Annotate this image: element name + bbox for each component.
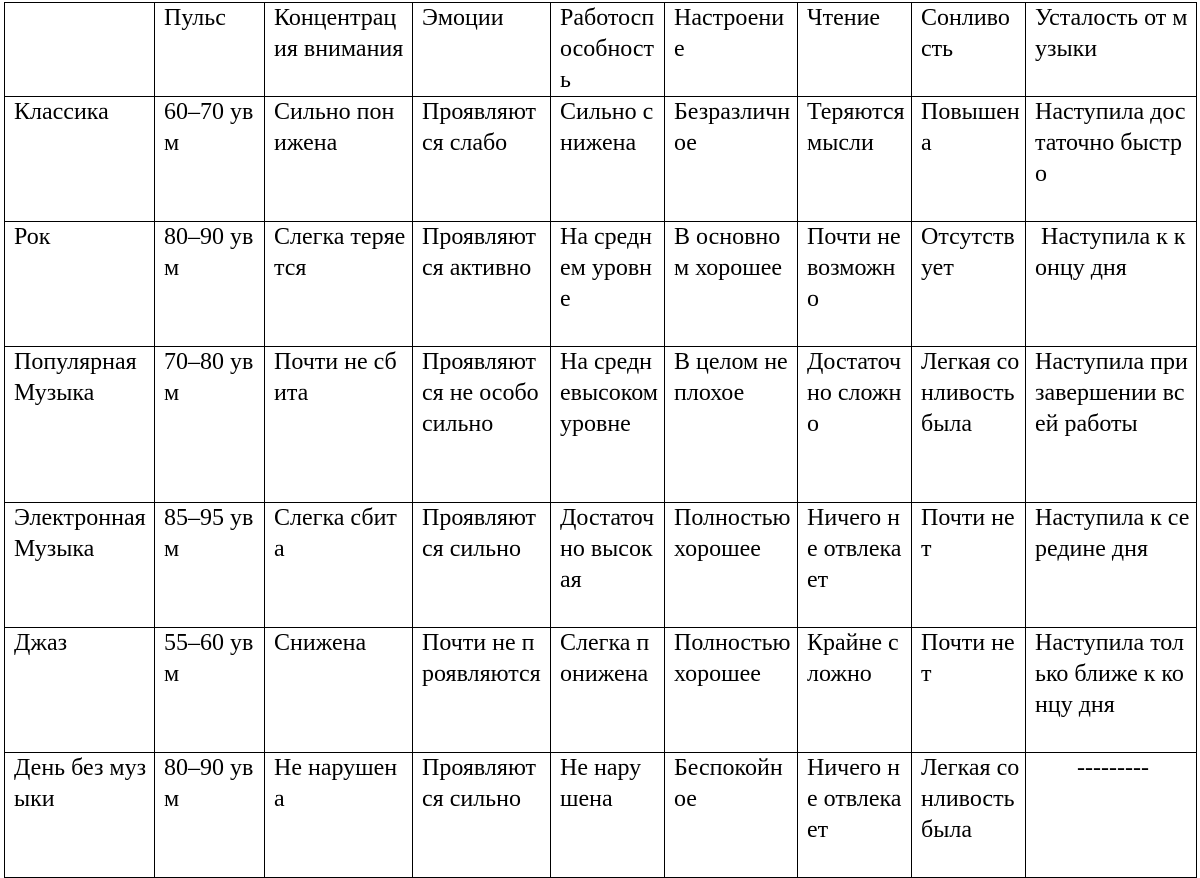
table-cell: Повышена [912,97,1026,222]
row-label-cell: День без музыки [5,753,155,878]
table-cell: Слегка понижена [551,628,665,753]
table-cell: 80–90 увм [155,753,265,878]
table-cell: Проявляются сильно [413,753,551,878]
music-comparison-table [4,2,1197,878]
table-cell: Почти нет [912,628,1026,753]
header-cell-emotions: Эмоции [413,3,551,97]
header-cell-reading: Чтение [798,3,912,97]
table-cell: Полностью хорошее [665,628,798,753]
table-cell: Слегка сбита [265,503,413,628]
table-cell: Наступила к концу дня [1026,222,1197,347]
table-cell: Ничего не отвлекает [798,503,912,628]
table-cell: 80–90 увм [155,222,265,347]
table-cell: Достаточно сложно [798,347,912,503]
table-cell: Сильно снижена [551,97,665,222]
table-row [5,347,1197,503]
table-cell: Крайне сложно [798,628,912,753]
table-row [5,628,1197,753]
row-label-cell: Классика [5,97,155,222]
table-cell: Почти нет [912,503,1026,628]
table-row [5,222,1197,347]
table-row [5,753,1197,878]
table-cell: --------- [1026,753,1197,878]
table-cell: Наступила к середине дня [1026,503,1197,628]
table-cell: Полностью хорошее [665,503,798,628]
header-cell-concentration: Концентрация внимания [265,3,413,97]
table-cell: 60–70 увм [155,97,265,222]
table-cell: 70–80 увм [155,347,265,503]
table-cell: Почти не проявляются [413,628,551,753]
table-cell: Отсутствует [912,222,1026,347]
table-cell: Наступила достаточно быстро [1026,97,1197,222]
table-cell: Безразличное [665,97,798,222]
table-cell: На среднем уровне [551,222,665,347]
row-label-cell: Электронная Музыка [5,503,155,628]
table-cell: Слегка теряется [265,222,413,347]
row-label-cell: Популярная Музыка [5,347,155,503]
table-cell: Беспокойное [665,753,798,878]
table-cell: Почти не сбита [265,347,413,503]
table-cell: В целом неплохое [665,347,798,503]
row-label-cell: Рок [5,222,155,347]
table-cell: 55–60 увм [155,628,265,753]
table-cell: Достаточно высокая [551,503,665,628]
table-cell: В основном хорошее [665,222,798,347]
row-label-cell: Джаз [5,628,155,753]
table-cell: Почти невозможно [798,222,912,347]
table-cell: На средневысоком уровне [551,347,665,503]
table-cell: Наступила только ближе к концу дня [1026,628,1197,753]
table-row [5,503,1197,628]
table-cell: Легкая сонливость была [912,753,1026,878]
table-cell: Не нарушена [265,753,413,878]
table-cell: Теряются мысли [798,97,912,222]
table-cell: Легкая сонливость была [912,347,1026,503]
table-cell: Наступила при завершении всей работы [1026,347,1197,503]
table-cell: Снижена [265,628,413,753]
table-cell: Проявляются не особо сильно [413,347,551,503]
table-cell: Сильно понижена [265,97,413,222]
header-cell-fatigue: Усталость от музыки [1026,3,1197,97]
table-row [5,97,1197,222]
table-cell: Проявляются сильно [413,503,551,628]
header-cell-performance: Работоспособность [551,3,665,97]
table-cell: Ничего не отвлекает [798,753,912,878]
table-cell: Проявляются активно [413,222,551,347]
table-cell: Не нарушена [551,753,665,878]
table-header-row [5,3,1197,97]
header-cell-pulse: Пульс [155,3,265,97]
table-cell: 85–95 увм [155,503,265,628]
header-empty-cell [5,3,155,97]
table-cell: Проявляются слабо [413,97,551,222]
header-cell-sleepiness: Сонливость [912,3,1026,97]
header-cell-mood: Настроение [665,3,798,97]
